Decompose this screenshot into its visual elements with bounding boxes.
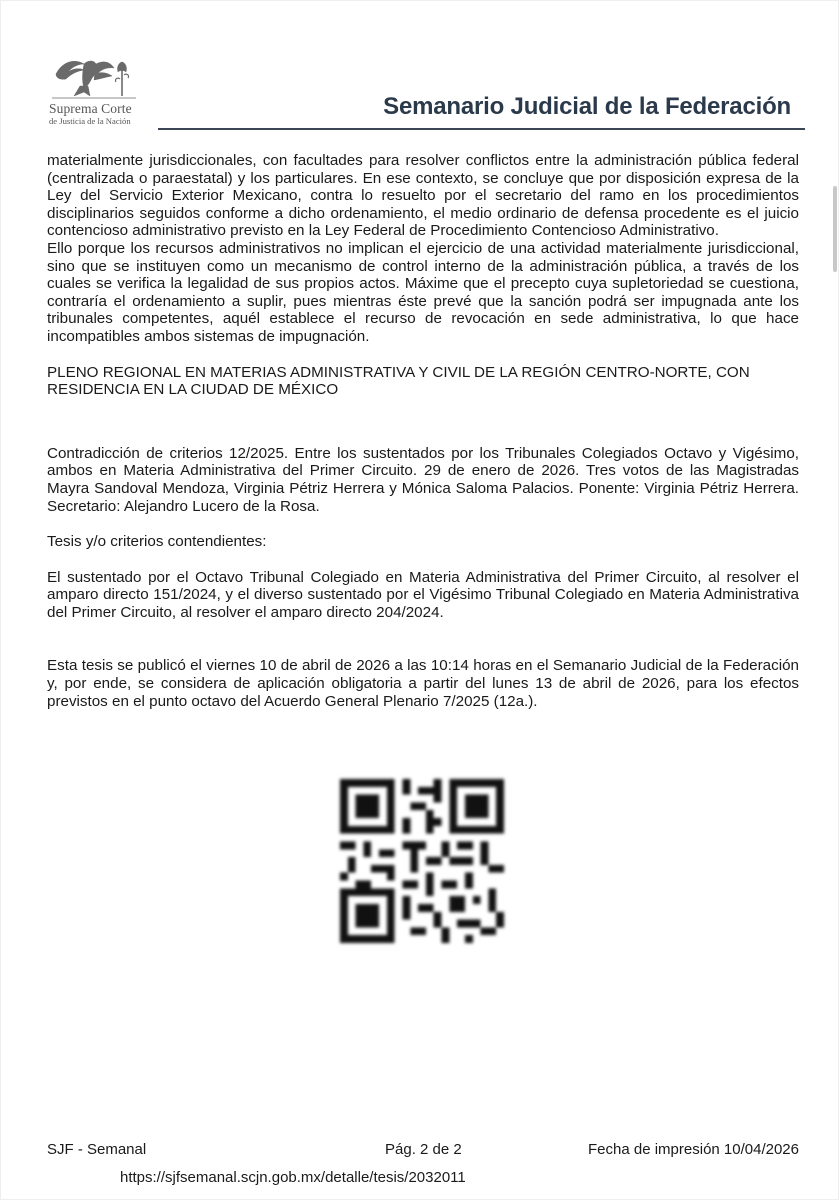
page-footer	[47, 1141, 799, 1161]
scjn-logo	[44, 52, 154, 128]
document-body	[47, 152, 799, 710]
logo-title: Suprema Corte	[49, 101, 132, 116]
page-header	[0, 0, 839, 135]
paragraph-publication: Esta tesis se publicó el viernes 10 de abril de 2026 a las 10:14 horas en el Semanario Judicial de la Federación y, por ende, se considera de aplicación obligatoria a partir del lunes 13 de abril de 2026, para los efectos previstos en el punto octavo del Acuerdo General Plenario 7/2025 (12a.).	[47, 657, 799, 710]
scrollbar-thumb[interactable]	[833, 186, 837, 272]
mexican-eagle-emblem-icon	[44, 52, 144, 100]
page-number: Pág. 2 de 2	[385, 1141, 462, 1158]
publication-title: Semanario Judicial de la Federación	[383, 93, 791, 120]
paragraph-conclusion: materialmente jurisdiccionales, con facultades para resolver conflictos entre la administración pública federal (centralizada o paraestatal) y los particulares. En ese contexto, se concluye que por disposición expresa de la Ley del Servicio Exterior Mexicano, contra lo resuelto por el secretario del ramo en los procedimientos disciplinarios seguidos conforme a dicho ordenamiento, el medio ordinario de defensa procedente es el juicio contencioso administrativo previsto en la Ley Federal de Procedimiento Contencioso Administrativo.	[47, 152, 799, 240]
print-date: Fecha de impresión 10/04/2026	[588, 1141, 799, 1158]
paragraph-reasoning: Ello porque los recursos administrativos no implican el ejercicio de una actividad materialmente jurisdiccional, sino que se instituyen como un mecanismo de control interno de la administración pública, a través de los cuales se verifica la legalidad de sus propios actos. Máxime que el precepto cuya supletoriedad se cuestiona, contraría el ordenamiento a suplir, pues mientras éste prevé que la sanción podrá ser impugnada ante los tribunales competentes, aquél establece el recurso de revocación en sede administrativa, lo que hace incompatibles ambos sistemas de impugnación.	[47, 239, 799, 345]
source-url-link[interactable]: https://sjfsemanal.scjn.gob.mx/detalle/tesis/2032011	[120, 1169, 466, 1186]
qr-code-icon	[340, 779, 504, 943]
issuing-body: PLENO REGIONAL EN MATERIAS ADMINISTRATIVA Y CIVIL DE LA REGIÓN CENTRO-NORTE, CON RESIDENCIA EN LA CIUDAD DE MÉXICO	[47, 363, 750, 399]
paragraph-contradiction: Contradicción de criterios 12/2025. Entre los sustentados por los Tribunales Colegiados Octavo y Vigésimo, ambos en Materia Administrativa del Primer Circuito. 29 de enero de 2026. Tres votos de las Magistradas Mayra Sandoval Mendoza, Virginia Pétriz Herrera y Mónica Saloma Palacios. Ponente: Virginia Pétriz Herrera. Secretario: Alejandro Lucero de la Rosa.	[47, 444, 799, 515]
paragraph-contending-criteria: El sustentado por el Octavo Tribunal Colegiado en Materia Administrativa del Primer Circuito, al resolver el amparo directo 151/2024, y el diverso sustentado por el Vigésimo Tribunal Colegiado en Materia Administrativa del Primer Circuito, al resolver el amparo directo 204/2024.	[47, 568, 799, 621]
contending-criteria-heading: Tesis y/o criterios contendientes:	[47, 533, 267, 551]
footer-source: SJF - Semanal	[47, 1141, 147, 1158]
logo-subtitle: de Justicia de la Nación	[49, 116, 131, 126]
header-divider	[158, 128, 805, 130]
